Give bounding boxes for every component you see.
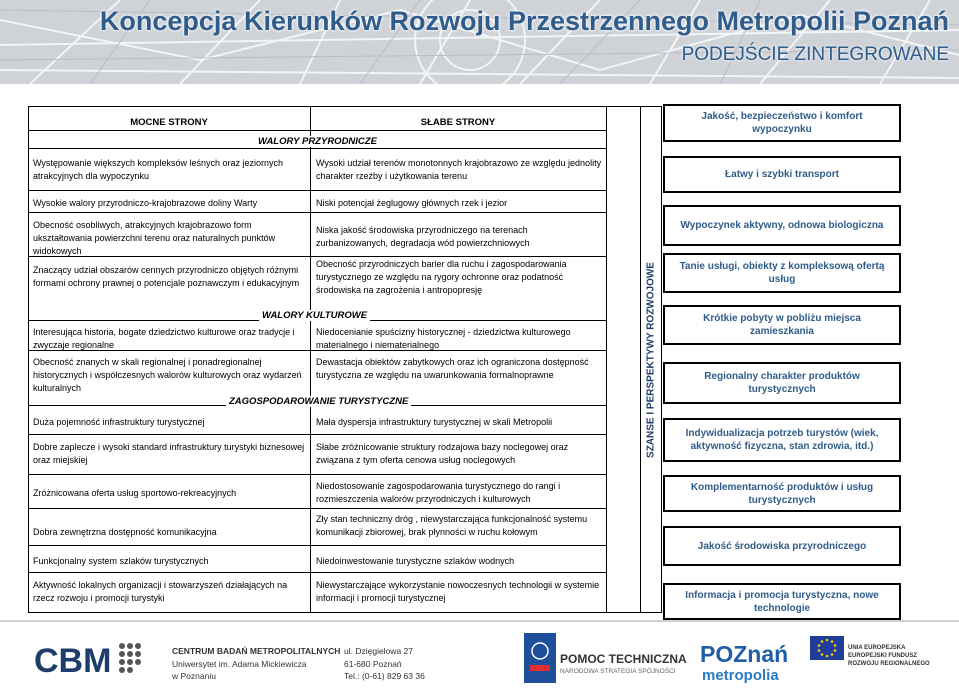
opportunity-box: Regionalny charakter produktów turystycznych (663, 362, 901, 404)
row-divider (28, 572, 606, 573)
strength-item: Aktywność lokalnych organizacji i stowarzyszeń działających na rzecz rozwoju i promocji turystyki (33, 580, 288, 603)
weakness-item: Mała dyspersja infrastruktury turystycznej w skali Metropolii (316, 417, 553, 427)
weakness-item: Obecność przyrodniczych barier dla ruchu i zagospodarowania turystycznego ze względu na rygory ochronne oraz podatność środowiska na zagrożenia i antropopresję (316, 259, 567, 295)
contact-phone: Tel.: (0-61) 829 63 36 (344, 671, 425, 681)
institution-info (172, 645, 340, 683)
strength-item: Znaczący udział obszarów cennych przyrodniczo objętych różnymi formami ochrony prawnej o potencjale poznawczym i edukacyjnym (33, 265, 300, 288)
opportunity-box: Tanie usługi, obiekty z kompleksową ofertą usług (663, 253, 901, 293)
eu-line: UNIA EUROPEJSKA (848, 645, 906, 651)
metropolia-logo-text: metropolia (702, 667, 779, 684)
column-divider (606, 106, 607, 613)
row-divider (28, 212, 606, 213)
institution-name: CENTRUM BADAŃ METROPOLITALNYCH (172, 646, 341, 656)
pt-title: POMOC TECHNICZNA (560, 652, 687, 666)
opportunity-box: Jakość, bezpieczeństwo i komfort wypoczynku (663, 104, 901, 142)
weakness-item: Niski potencjał żeglugowy głównych rzek i jezior (316, 198, 508, 208)
pomoc-techniczna-emblem (524, 633, 556, 683)
strength-item: Dobre zaplecze i wysoki standard infrastruktury turystyki biznesowej oraz miejskiej (33, 442, 305, 465)
weakness-item: Wysoki udział terenów monotonnych krajobrazowo ze względu jednolity charakter rzeźby i użytkowania terenu (316, 158, 602, 181)
strength-item: Obecność osobliwych, atrakcyjnych krajobrazowo form ukształtowania powierzchni terenu oraz naturalnych punktów widokowych (33, 220, 276, 256)
strength-item: Interesująca historia, bogate dziedzictwo kulturowe oraz tradycje i zwyczaje regionalne (33, 327, 295, 350)
strength-item: Wysokie walory przyrodniczo-krajobrazowe doliny Warty (33, 198, 258, 208)
row-divider (28, 190, 606, 191)
row-divider (28, 130, 606, 131)
weakness-item: Niska jakość środowiska przyrodniczego na terenach zurbanizowanych, degradacja wód powierzchniowych (316, 225, 530, 248)
strength-item: Dobra zewnętrzna dostępność komunikacyjna (33, 527, 217, 537)
opportunity-box: Indywidualizacja potrzeb turystów (wiek, aktywność fizyczna, stan zdrowia, itd.) (663, 418, 901, 462)
weakness-item: Słabe zróżnicowanie struktury rodzajowa bazy noclegowej oraz związana z tym oferta cenowa usług noclegowych (316, 442, 569, 465)
weakness-item: Niedostosowanie zagospodarowania turystycznego do rangi i rozmieszczenia walorów przyrodniczych i kulturowych (316, 481, 561, 504)
strength-item: Funkcjonalny system szlaków turystycznych (33, 556, 209, 566)
weakness-item: Niedoinwestowanie turystyczne szlaków wodnych (316, 556, 515, 566)
eu-line: EUROPEJSKI FUNDUSZ (848, 653, 918, 659)
contact-postcode: 61-680 Poznań (344, 658, 402, 669)
pomoc-techniczna-logo (560, 652, 687, 675)
institution-city: w Poznaniu (172, 671, 216, 681)
opportunity-box: Komplementarność produktów i usług turystycznych (663, 475, 901, 512)
section-natural-values: WALORY PRZYRODNICZE (255, 136, 380, 147)
strength-item: Zróżnicowana oferta usług sportowo-rekreacyjnych (33, 488, 237, 498)
pt-subtitle: NARODOWA STRATEGIA SPÓJNOŚCI (560, 668, 676, 675)
strength-item: Występowanie większych kompleksów leśnych oraz jeziornych atrakcyjnych dla wypoczynku (33, 158, 284, 181)
cbm-logo (34, 640, 162, 680)
cbm-logo-text: CBM (34, 642, 112, 680)
strength-item: Obecność znanych w skali regionalnej i ponadregionalnej historycznych i współczesnych walorów kulturowych oraz wydarzeń kulturalnych (33, 357, 302, 393)
institution-university: Uniwersytet im. Adama Mickiewicza (172, 658, 307, 669)
row-divider (28, 148, 606, 149)
poznan-logo-text: POZnań (700, 641, 789, 667)
row-divider (28, 545, 606, 546)
eu-fund-label (848, 644, 953, 668)
weaknesses-header: SŁABE STRONY (420, 117, 496, 128)
row-divider (28, 508, 606, 509)
vertical-label-text: SZANSE I PERSPEKTYWY ROZWOJOWE (645, 261, 657, 458)
weakness-item: Dewastacja obiektów zabytkowych oraz ich ograniczona dostępność turystyczna ze względu na uwarunkowania formalnoprawne (316, 357, 589, 380)
weakness-item: Niedocenianie spuścizny historycznej - dziedzictwa kulturowego materialnego i niematerialnego (316, 327, 571, 350)
opportunity-box: Wypoczynek aktywny, odnowa biologiczna (663, 205, 901, 246)
column-divider (310, 106, 311, 613)
opportunities-vertical-label (640, 106, 662, 613)
opportunity-box: Łatwy i szybki transport (663, 156, 901, 193)
weakness-item: Zły stan techniczny dróg , niewystarczająca funkcjonalność systemu komunikacji zbiorowej, brak płynności w ruchu kołowym (316, 514, 588, 537)
page-title: Koncepcja Kierunków Rozwoju Przestrzennego Metropolii Poznań (99, 6, 949, 36)
section-tourism-development: ZAGOSPODAROWANIE TURYSTYCZNE (226, 396, 411, 407)
row-divider (28, 434, 606, 435)
weakness-item: Niewystarczające wykorzystanie nowoczesnych technologii w systemie informacji i promocji turystycznej (316, 580, 600, 603)
section-cultural-values: WALORY KULTUROWE (259, 310, 370, 321)
row-divider (28, 474, 606, 475)
poznan-metropolia-logo (700, 640, 805, 684)
contact-info (344, 645, 425, 683)
opportunity-box: Jakość środowiska przyrodniczego (663, 526, 901, 566)
eu-line: ROZWOJU REGIONALNEGO (848, 661, 930, 667)
eu-flag-icon (810, 636, 844, 660)
header-banner (0, 0, 959, 84)
footer-divider (0, 620, 959, 622)
opportunity-box: Informacja i promocja turystyczna, nowe technologie (663, 583, 901, 620)
strengths-header: MOCNE STRONY (130, 117, 208, 128)
page-subtitle: PODEJŚCIE ZINTEGROWANE (681, 44, 949, 65)
contact-street: ul. Dzięgielowa 27 (344, 646, 413, 656)
opportunity-box: Krótkie pobyty w pobliżu miejsca zamieszkania (663, 305, 901, 345)
strength-item: Duża pojemność infrastruktury turystycznej (33, 417, 205, 427)
